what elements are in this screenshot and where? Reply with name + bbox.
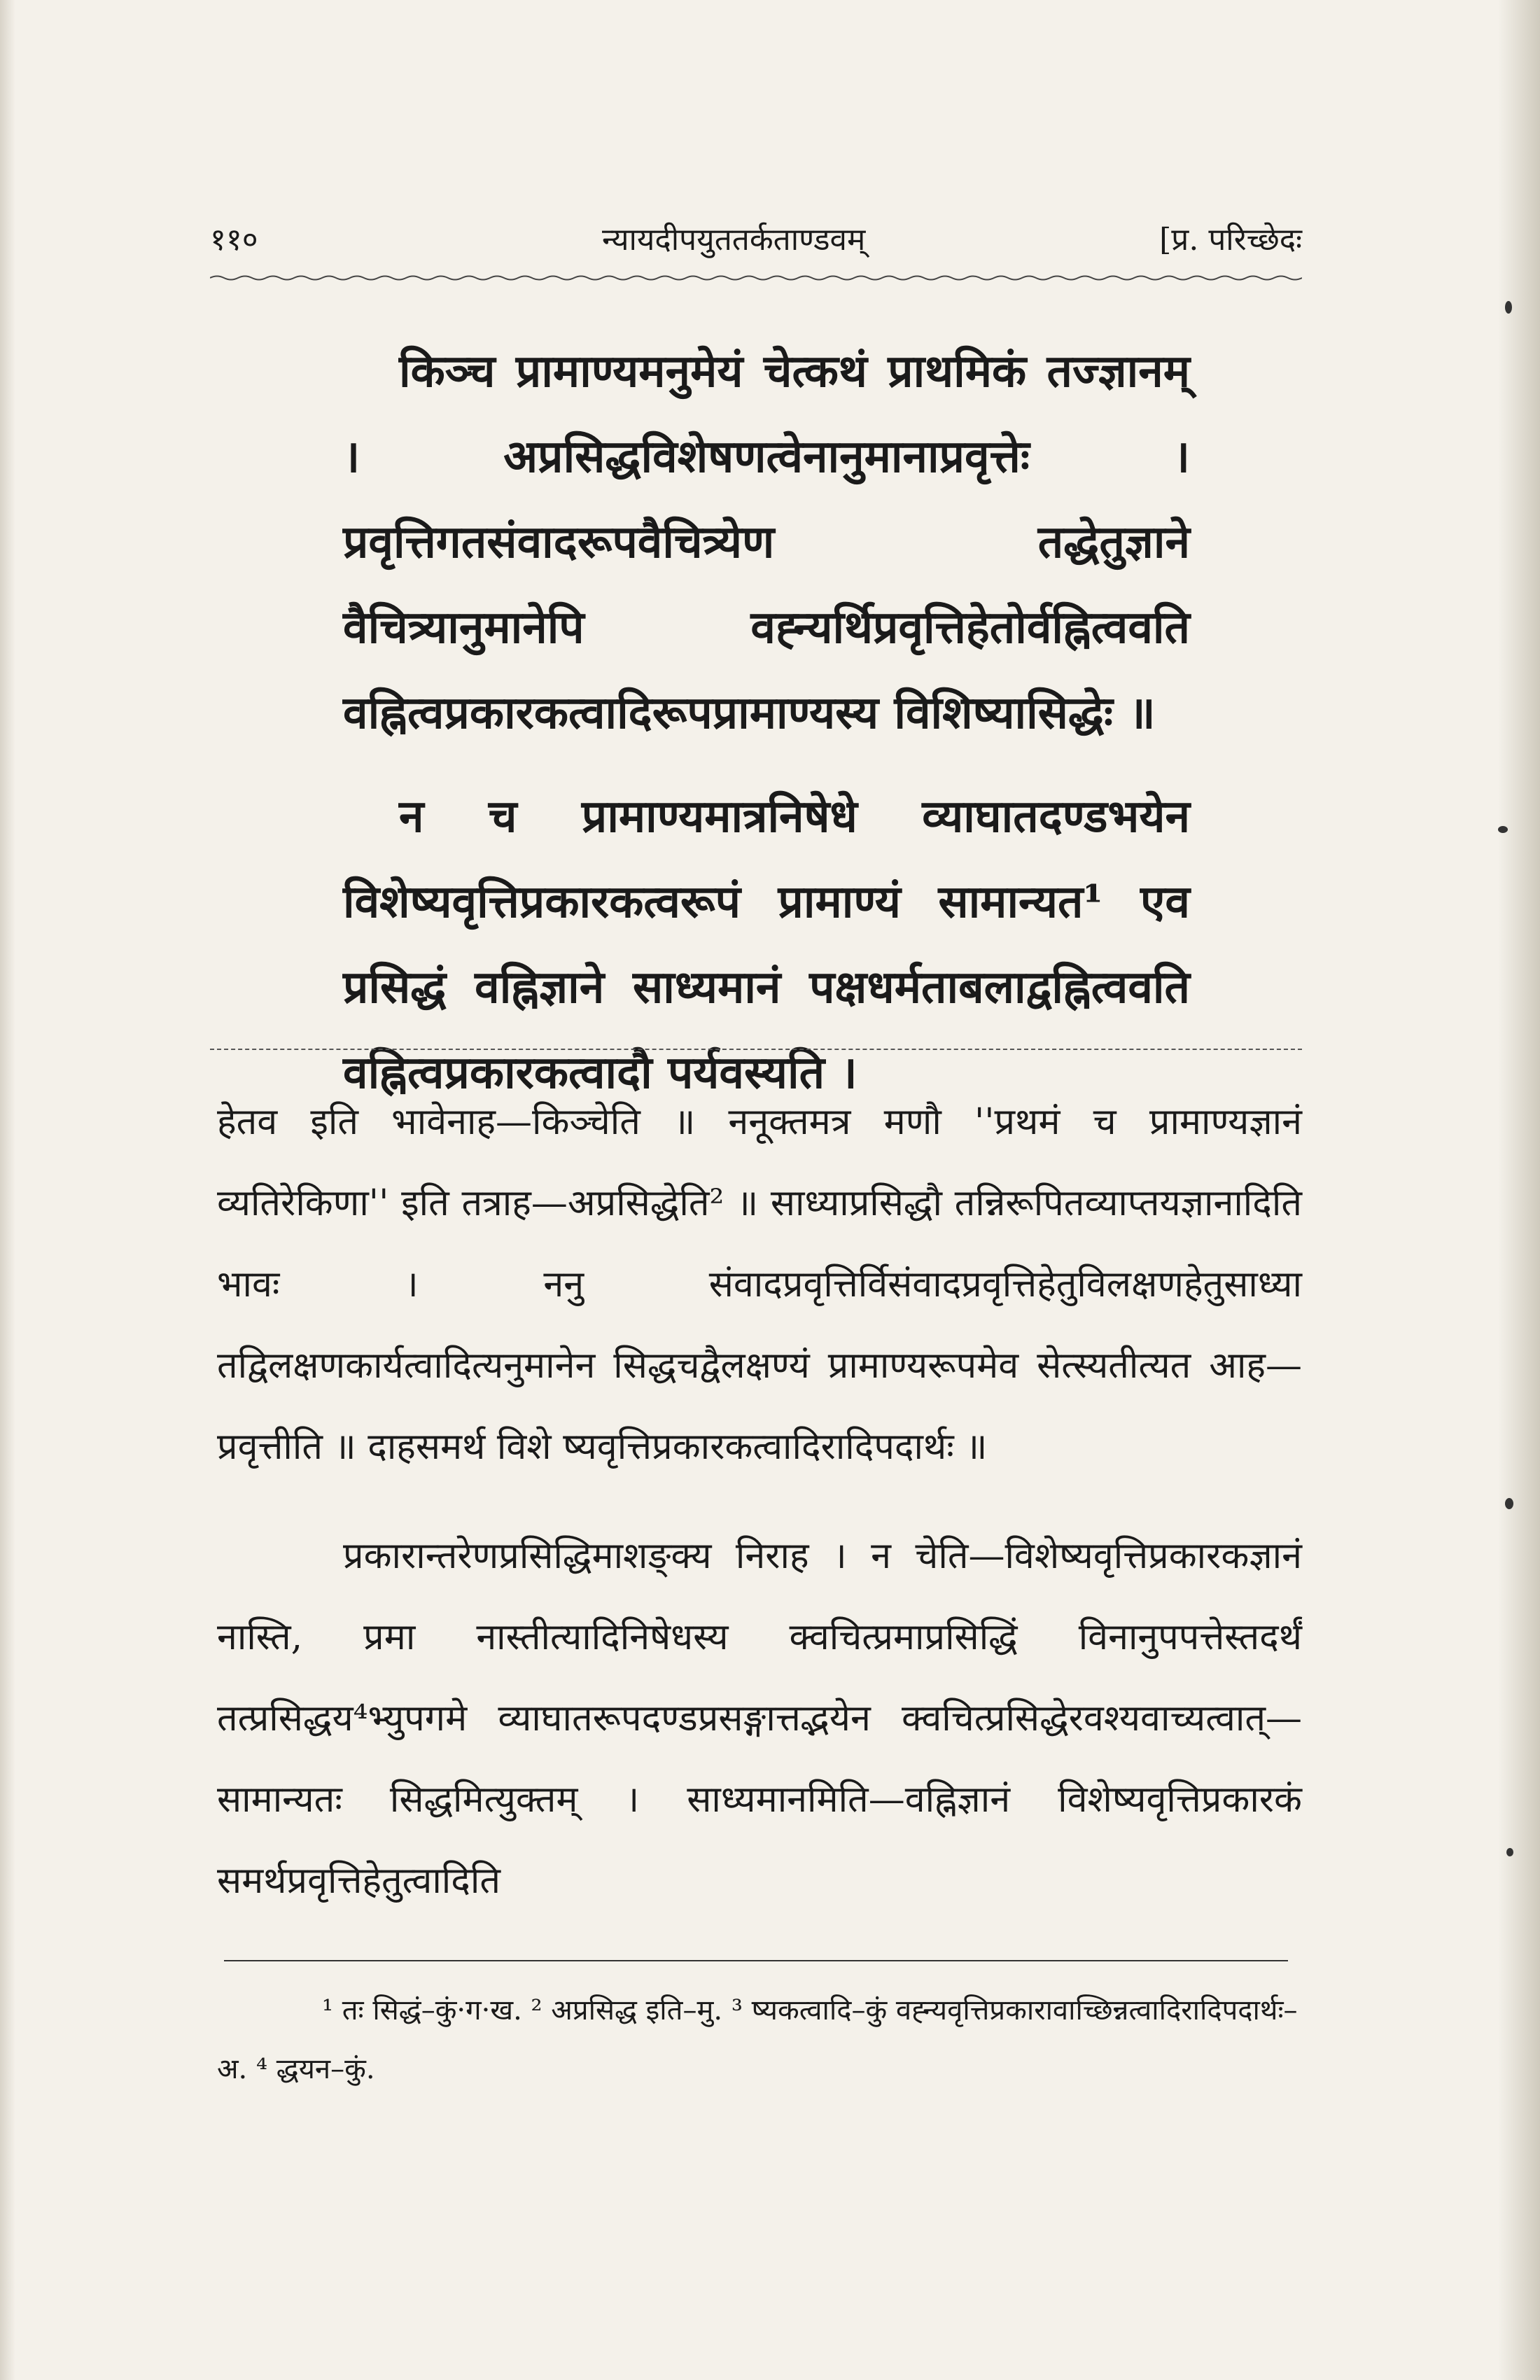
- commentary-paragraph: प्रकारान्तरेणप्रसिद्धिमाशङ्क्य निराह । न चेति—विशेष्यवृत्तिप्रकारकज्ञानं नास्ति, प्रमा नास्तीत्यादिनिषेधस्य क्वचित्प्रमाप्रसिद्धिं विनानुपपत्तेस्तदर्थं तत्प्रसिद्धय⁴भ्युपगमे व्याघातरूपदण्डप्रसङ्गात्तद्भयेन क्वचित्प्रसिद्धेरवश्यवाच्यत्वात्—सामान्यतः सिद्धमित्युक्तम् । साध्यमानमिति—वह्निज्ञानं विशेष्यवृत्तिप्रकारकं समर्थप्रवृत्तिहेतुत्वादिति: [217, 1535, 1302, 1902]
- page-number: ११०: [210, 222, 258, 258]
- commentary-paragraph: हेतव इति भावेनाह—किञ्चेति ॥ ननूक्तमत्र मणौ ''प्रथमं च प्रामाण्यज्ञानं व्यतिरेकिणा'' इति तत्राह—अप्रसिद्धेति² ॥ साध्याप्रसिद्धौ तन्निरूपितव्याप्तयज्ञानादिति भावः । ननु संवादप्रवृत्तिर्विसंवादप्रवृत्तिहेतुविलक्षणहेतुसाध्या तद्विलक्षणकार्यत्वादित्यनुमानेन सिद्धचद्वैलक्षण्यं प्रामाण्यरूपमेव सेत्स्यतीत्यत आह—प्रवृत्तीति ॥ दाहसमर्थ विशे ष्यवृत्तिप्रकारकत्वादिरादिपदार्थः ॥: [217, 1101, 1302, 1468]
- verse-paragraph: न च प्रामाण्यमात्रनिषेधे व्याघातदण्डभयेन विशेष्यवृत्तिप्रकारकत्वरूपं प्रामाण्यं सामान्यत¹ एव प्रसिद्धं वह्निज्ञाने साध्यमानं पक्षधर्मताबलाद्वह्नित्ववति वह्नित्वप्रकारकत्वादौ पर्यवस्यति ।: [343, 790, 1190, 1099]
- page-left-edge: [0, 0, 15, 2380]
- verse-paragraph: किञ्च प्रामाण्यमनुमेयं चेत्कथं प्राथमिकं तज्ज्ञानम् । अप्रसिद्धविशेषणत्वेनानुमानाप्रवृत्तेः । प्रवृत्तिगतसंवादरूपवैचित्र्येण तद्धेतुज्ञाने वैचित्र्यानुमानेपि वह्न्यर्थिप्रवृत्तिहेतोर्वह्नित्ववति वह्नित्वप्रकारकत्वादिरूपप्रामाण्यस्य विशिष्यासिद्धेः ॥: [343, 345, 1190, 739]
- footnote-rule: [224, 1960, 1288, 1961]
- commentary: [217, 1082, 1302, 1921]
- scan-speck: [1505, 1498, 1513, 1509]
- section-label: [प्र. परिच्छेदः: [1159, 222, 1302, 258]
- footnote-text: ¹ तः सिद्धं–कुं·ग·ख. ² अप्रसिद्ध इति–मु. ³ ष्यकत्वादि–कुं वह्न्यवृत्तिप्रकारावाच्छिन्नत्वादिरादिपदार्थः–अ. ⁴ द्धयन–कुं.: [217, 1994, 1298, 2085]
- running-header: [210, 210, 1302, 266]
- scan-speck: [1498, 826, 1508, 833]
- footnotes: [217, 1981, 1302, 2099]
- scan-speck: [1506, 1848, 1513, 1856]
- header-rule: [210, 274, 1302, 281]
- scan-speck: [1505, 301, 1512, 314]
- page-right-edge: [1498, 0, 1540, 2380]
- verse-commentary-divider: [210, 1049, 1302, 1050]
- running-title: न्यायदीपयुततर्कताण्डवम्: [602, 222, 866, 258]
- main-verse: [343, 329, 1190, 1116]
